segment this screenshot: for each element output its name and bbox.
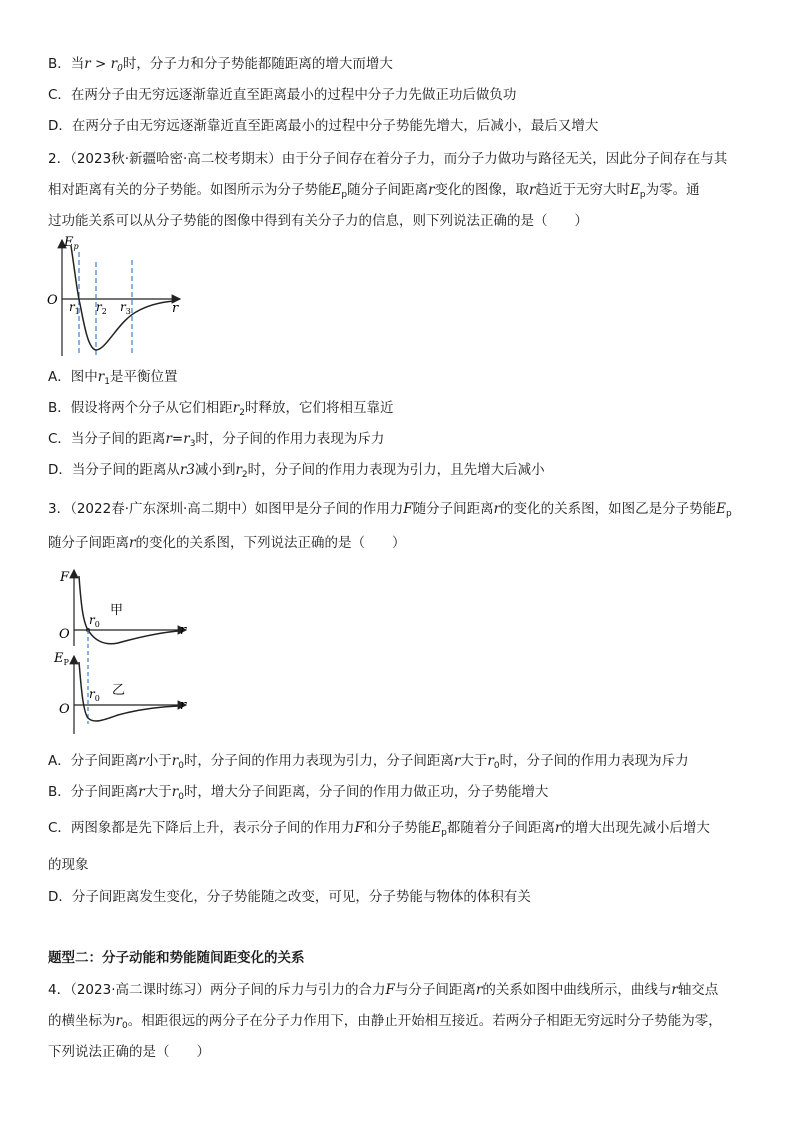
q2-option-b: B．假设将两个分子从它们相距$r_2$时释放，它们将相互靠近 <box>48 400 394 418</box>
q2-stem-line3: 过功能关系可以从分子势能的图像中得到有关分子力的信息，则下列说法正确的是（ ） <box>48 213 588 229</box>
q3-option-c-line2: 的现象 <box>48 857 89 873</box>
q2-stem-line1: 2．（2023秋·新疆哈密·高二校考期末）由于分子间存在着分子力，而分子力做功与路径无关，因此分子间存在与其 <box>48 151 728 167</box>
section-heading: 题型二：分子动能和势能随间距变化的关系 <box>48 950 305 966</box>
q3-graph-bottom-name: 乙 <box>112 683 126 698</box>
q2-graph-x-label: r <box>172 301 179 316</box>
q2-potential-energy-graph <box>44 232 194 360</box>
q3-graph-top-name: 甲 <box>110 603 124 618</box>
q3-option-c-line1: C．两图象都是先下降后上升，表示分子间的作用力F和分子势能$E_p$都随着分子间距离r的增大出现先减小后增大 <box>48 820 710 838</box>
q3-stem-line1: 3．（2022春·广东深圳·高二期中）如图甲是分子间的作用力F随分子间距离r的变化的关系图，如图乙是分子势能$E_p$ <box>48 501 732 519</box>
q2-option-c: C．当分子间的距离$r=r_3$时，分子间的作用力表现为斥力 <box>48 431 385 449</box>
q3-option-b: B．分子间距离r大于$r_0$时，增大分子间距离，分子间的作用力做正功，分子势能增大 <box>48 784 549 802</box>
q2-graph-origin: O <box>47 293 58 308</box>
q3-option-d: D．分子间距离发生变化，分子势能随之改变，可见，分子势能与物体的体积有关 <box>48 889 531 905</box>
q3-graph-top-x-label: r <box>180 623 187 638</box>
q2-graph-y-label: $E_p$ <box>64 235 79 251</box>
q4-stem-line3: 下列说法正确的是（ ） <box>48 1044 210 1060</box>
q1-option-c: C．在两分子由无穷远逐渐靠近直至距离最小的过程中分子力先做正功后做负功 <box>48 87 517 103</box>
q4-stem-line2: 的横坐标为$r_0$。相距很远的两分子在分子力作用下，由静止开始相互接近。若两分子相距无穷远时分子势能为零， <box>48 1013 722 1031</box>
q3-force-and-energy-graphs <box>52 564 202 742</box>
q3-graph-bottom-origin: O <box>59 702 70 717</box>
q3-graph-f-label: F <box>60 570 70 585</box>
q4-stem-line1: 4．（2023·高二课时练习）两分子间的斥力与引力的合力F与分子间距离r的关系如图中曲线所示，曲线与r轴交点 <box>48 982 719 998</box>
q3-graph-bottom-r0-label: $r_0$ <box>89 687 100 703</box>
q3-graph-top-r0-label: $r_0$ <box>89 613 100 629</box>
q3-option-a: A．分子间距离r小于$r_0$时，分子间的作用力表现为引力，分子间距离r大于$r_0$时，分子间的作用力表现为斥力 <box>48 753 689 771</box>
q3-graph-ep-label: $E_P$ <box>54 651 69 667</box>
q2-option-a: A．图中$r_1$是平衡位置 <box>48 369 178 387</box>
q3-graph-top-origin: O <box>59 627 70 642</box>
q2-option-d: D．当分子间的距离从r3减小到$r_2$时，分子间的作用力表现为引力，且先增大后减小 <box>48 462 545 480</box>
q1-option-b: B．当$r > r_0$时，分子力和分子势能都随距离的增大而增大 <box>48 56 393 74</box>
q2-graph-r1-label: $r_1$ <box>69 300 80 316</box>
q3-graph-bottom-x-label: r <box>180 698 187 713</box>
q2-graph-r2-label: $r_2$ <box>96 300 107 316</box>
q3-stem-line2: 随分子间距离r的变化的关系图，下列说法正确的是（ ） <box>48 535 406 551</box>
q2-stem-line2: 相对距离有关的分子势能。如图所示为分子势能$E_p$随分子间距离r变化的图像，取r趋近于无穷大时$E_p$为零。通 <box>48 182 700 200</box>
q1-option-d: D．在两分子由无穷远逐渐靠近直至距离最小的过程中分子势能先增大，后减小，最后又增大 <box>48 118 599 134</box>
q2-graph-r3-label: $r_3$ <box>120 300 131 316</box>
